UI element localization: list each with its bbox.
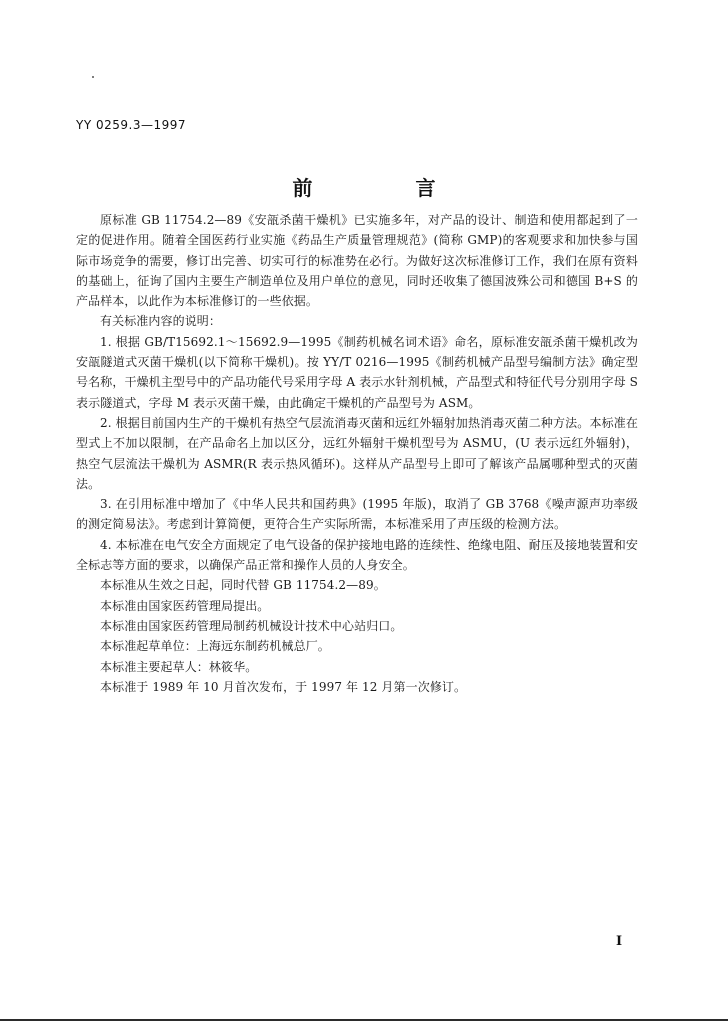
document-code: YY 0259.3—1997: [76, 118, 187, 132]
foreword-body: [76, 210, 638, 697]
paragraph-note-3: 3. 在引用标准中增加了《中华人民共和国药典》(1995 年版)，取消了 GB 3768《噪声源声功率级的测定简易法》。考虑到计算简便，更符合生产实际所需，本标准采用了声压级的检测方法。: [76, 497, 638, 532]
paragraph-replacement: 本标准从生效之日起，同时代替 GB 11754.2—89。: [100, 578, 386, 593]
paragraph-drafting-unit: 本标准起草单位：上海远东制药机械总厂。: [100, 639, 330, 654]
page-number: I: [616, 934, 623, 949]
paragraph-notes-heading: 有关标准内容的说明：: [100, 314, 222, 329]
paragraph-proposer: 本标准由国家医药管理局提出。: [100, 598, 270, 613]
paragraph-intro: 原标准 GB 11754.2—89《安瓿杀菌干燥机》已实施多年，对产品的设计、制造和使用都起到了一定的促进作用。随着全国医药行业实施《药品生产质量管理规范》(简称 GMP)的客观要求和加快参与国际市场竞争的需要，修订出完善、切实可行的标准势在必行。为做好这次标准修订工作，我们在原有资料的基础上，征询了国内主要生产制造单位及用户单位的意见，同时还收集了德国波殊公司和德国 B+S 的产品样本，以此作为本标准修订的一些依据。: [76, 213, 638, 309]
scan-speck: [92, 76, 94, 78]
paragraph-administrator: 本标准由国家医药管理局制药机械设计技术中心站归口。: [100, 618, 403, 633]
paragraph-note-2: 2. 根据目前国内生产的干燥机有热空气层流消毒灭菌和远红外辐射加热消毒灭菌二种方法。本标准在型式上不加以限制，在产品命名上加以区分，远红外辐射干燥机型号为 ASMU，(U 表示远红外辐射)，热空气层流法干燥机为 ASMR(R 表示热风循环)。这样从产品型号上即可了解该产品属哪种型式的灭菌法。: [76, 415, 638, 491]
paragraph-drafter: 本标准主要起草人：林筱华。: [100, 659, 258, 674]
paragraph-note-1: 1. 根据 GB/T15692.1～15692.9—1995《制药机械名词术语》命名，原标准安瓿杀菌干燥机改为安瓿隧道式灭菌干燥机(以下简称干燥机)。按 YY/T 0216—1995《制药机械产品型号编制方法》确定型号名称，干燥机主型号中的产品功能代号采用字母 A 表示水针剂机械，产品型式和特征代号分别用字母 S 表示隧道式，字母 M 表示灭菌干燥，由此确定干燥机的产品型号为 ASM。: [76, 334, 638, 410]
scan-edge-line: [0, 1019, 728, 1021]
page-title: 前 言: [292, 176, 484, 200]
paragraph-history: 本标准于 1989 年 10 月首次发布，于 1997 年 12 月第一次修订。: [100, 679, 467, 694]
paragraph-note-4: 4. 本标准在电气安全方面规定了电气设备的保护接地电路的连续性、绝缘电阻、耐压及接地装置和安全标志等方面的要求，以确保产品正常和操作人员的人身安全。: [76, 537, 638, 573]
